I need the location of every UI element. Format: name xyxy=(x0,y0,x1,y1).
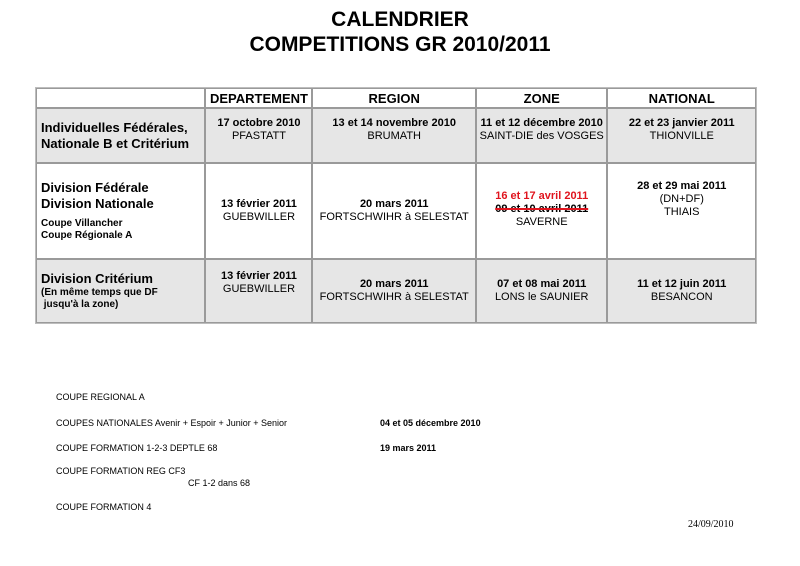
event-place: SAVERNE xyxy=(515,216,568,228)
cell-region xyxy=(312,259,476,323)
event-date: 22 et 23 janvier 2011 xyxy=(628,117,735,129)
note-date: 19 mars 2011 xyxy=(380,443,437,453)
event-date: 13 février 2011 xyxy=(221,198,297,210)
table-row xyxy=(36,259,756,323)
event-place: FORTSCHWIHR à SELESTAT xyxy=(319,211,469,223)
event-place: THIONVILLE xyxy=(649,130,714,142)
row-label-sub: (En même temps que DF xyxy=(41,287,158,298)
header-zone: ZONE xyxy=(476,88,608,108)
cell-national xyxy=(607,163,756,259)
row-label-line: Individuelles Fédérales, xyxy=(41,119,188,135)
event-place: GUEBWILLER xyxy=(222,211,296,223)
event-place: FORTSCHWIHR à SELESTAT xyxy=(319,291,469,303)
cell-national xyxy=(607,259,756,323)
cell-region xyxy=(312,108,476,163)
event-place: BESANCON xyxy=(650,291,713,303)
note-line: COUPE REGIONAL A xyxy=(56,392,145,402)
cell-departement xyxy=(205,108,312,163)
cell-national xyxy=(607,108,756,163)
event-date: 13 février 2011 xyxy=(221,270,297,282)
cell-departement xyxy=(205,163,312,259)
header-departement: DEPARTEMENT xyxy=(205,88,312,108)
page-title: CALENDRIER xyxy=(331,8,469,31)
cell-region xyxy=(312,163,476,259)
cell-zone xyxy=(476,108,608,163)
event-date: 20 mars 2011 xyxy=(359,278,429,290)
row-label-sub: Coupe Villancher xyxy=(41,218,123,229)
header-empty-cell xyxy=(36,88,205,108)
table-row xyxy=(36,108,756,163)
event-date: 11 et 12 décembre 2010 xyxy=(480,117,603,129)
header-region: REGION xyxy=(312,88,476,108)
cell-departement xyxy=(205,259,312,323)
row-label-sub: Coupe Régionale A xyxy=(41,230,133,241)
event-place: PFASTATT xyxy=(231,130,286,142)
row-label xyxy=(36,259,205,323)
row-label-line: Division Nationale xyxy=(41,196,154,211)
cell-zone xyxy=(476,259,608,323)
event-place: SAINT-DIE des VOSGES xyxy=(479,130,604,142)
event-place: BRUMATH xyxy=(367,130,421,142)
footer-date: 24/09/2010 xyxy=(688,519,734,530)
event-place: GUEBWILLER xyxy=(222,283,296,295)
event-date: 28 et 29 mai 2011 xyxy=(637,180,727,192)
note-line: COUPE FORMATION 4 xyxy=(56,502,152,512)
note-date: 04 et 05 décembre 2010 xyxy=(380,418,481,428)
event-date-new: 16 et 17 avril 2011 xyxy=(495,190,589,202)
row-label-line: Division Critérium xyxy=(41,271,153,286)
row-label-line: Nationale B et Critérium xyxy=(41,135,190,151)
note-line: COUPE FORMATION REG CF3 xyxy=(56,466,186,476)
table-row xyxy=(36,163,756,259)
event-date: 13 et 14 novembre 2010 xyxy=(332,117,456,129)
event-extra: (DN+DF) xyxy=(659,193,704,205)
calendar-table xyxy=(35,87,757,324)
row-label xyxy=(36,108,205,163)
note-subline: CF 1-2 dans 68 xyxy=(188,478,251,488)
row-label-sub: jusqu'à la zone) xyxy=(41,299,119,310)
row-label-line: Division Fédérale xyxy=(41,180,149,195)
event-place: THIAIS xyxy=(664,206,700,218)
cell-zone xyxy=(476,163,608,259)
note-line: COUPES NATIONALES Avenir + Espoir + Junior + Senior xyxy=(56,418,288,428)
event-date-cancelled: 09 et 10 avril 2011 xyxy=(495,203,589,215)
page-subtitle: COMPETITIONS GR 2010/2011 xyxy=(249,33,551,56)
event-date: 20 mars 2011 xyxy=(359,198,429,210)
header-row xyxy=(36,88,756,108)
event-date: 17 octobre 2010 xyxy=(217,117,301,129)
note-line: COUPE FORMATION 1-2-3 DEPTLE 68 xyxy=(56,443,218,453)
event-date: 11 et 12 juin 2011 xyxy=(637,278,727,290)
event-date: 07 et 08 mai 2011 xyxy=(497,278,587,290)
event-place: LONS le SAUNIER xyxy=(494,291,589,303)
header-national: NATIONAL xyxy=(607,88,756,108)
row-label xyxy=(36,163,205,259)
